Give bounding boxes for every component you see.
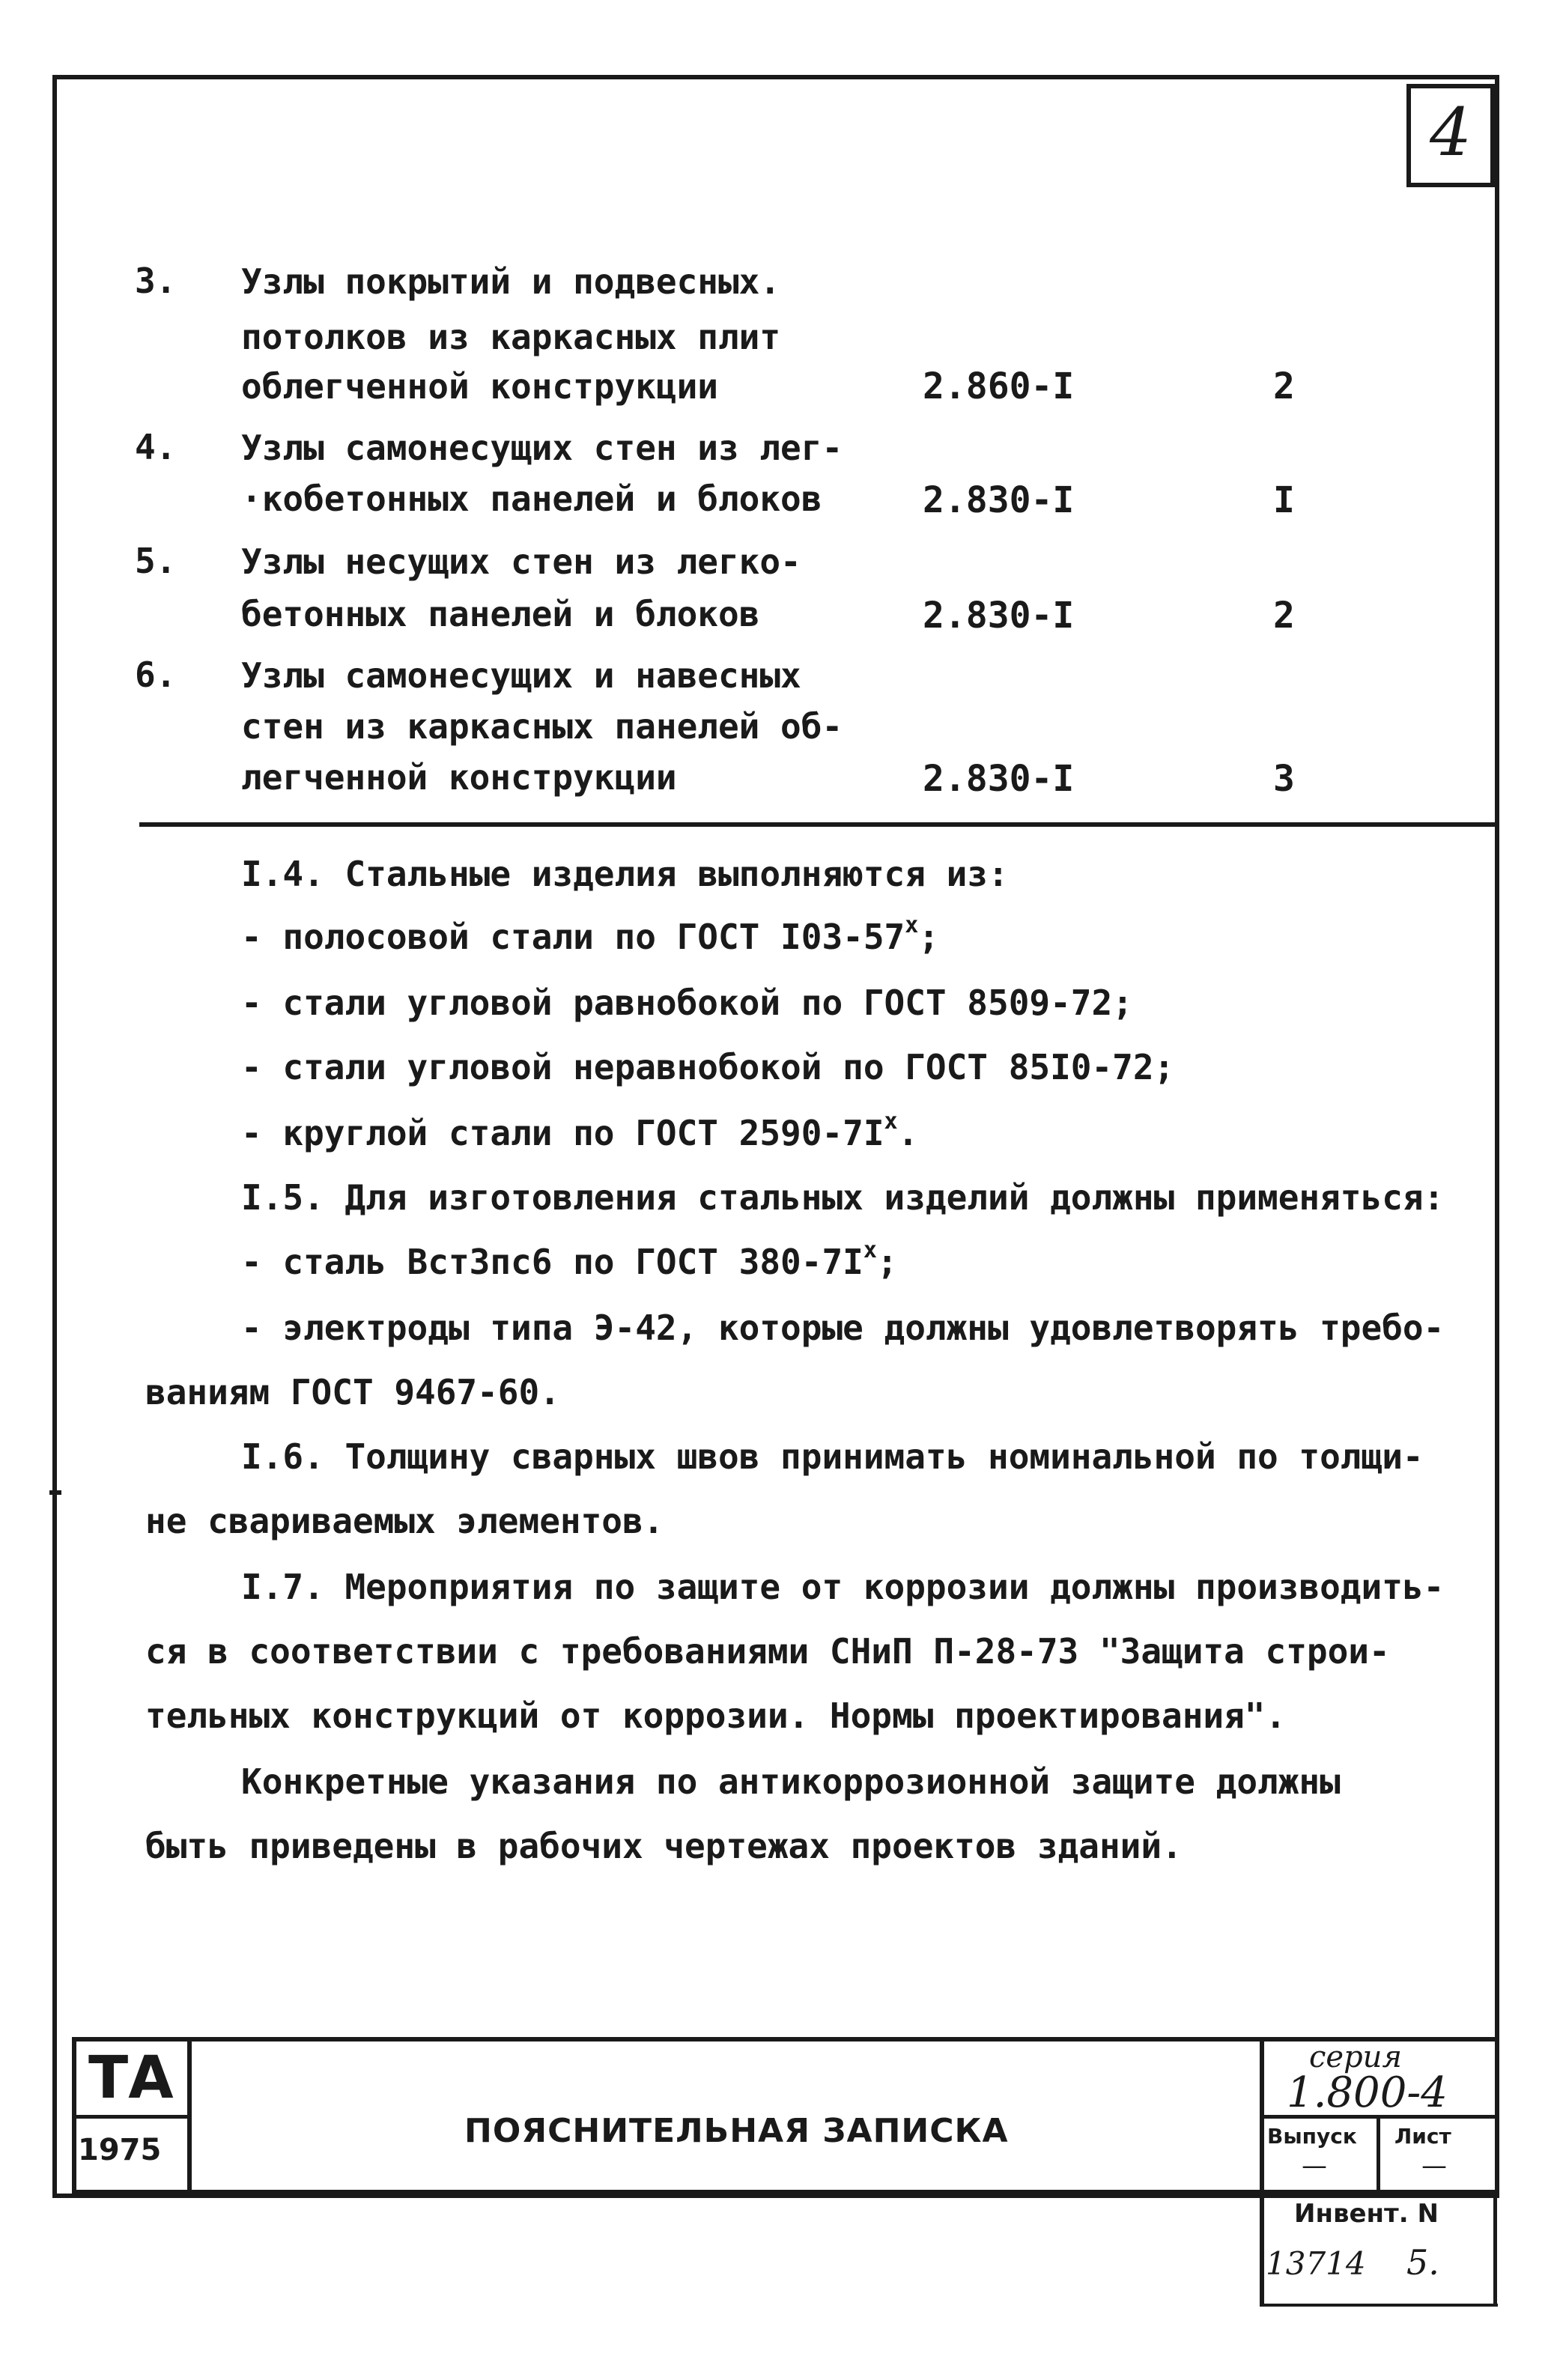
title-block-line: [72, 2115, 189, 2119]
paragraph-1-6: I.6. Толщину сварных швов принимать номинальной по толщи-: [241, 1436, 1424, 1477]
item-count: 3: [1273, 758, 1295, 800]
sheet-label: Лист: [1394, 2124, 1451, 2149]
superscript: x: [905, 912, 919, 938]
item-number: 3.: [135, 261, 177, 301]
paragraph-final: Конкретные указания по антикоррозионной защите должны: [241, 1761, 1341, 1802]
paragraph-1-7: I.7. Мероприятия по защите от коррозии должны производить-: [241, 1567, 1445, 1607]
item-line: Узлы самонесущих и навесных: [241, 655, 801, 696]
title-block-line: [72, 2037, 1499, 2041]
superscript: x: [863, 1237, 877, 1263]
item-number: 6.: [135, 655, 177, 695]
paragraph-1-7: ся в соответствии с требованиями СНиП П-28-73 "Защита строи-: [145, 1631, 1390, 1672]
item-line: ·кобетонных панелей и блоков: [241, 479, 822, 519]
page-number: 4: [1406, 84, 1495, 187]
item-line: бетонных панелей и блоков: [241, 594, 760, 634]
paragraph-1-6: не свариваемых элементов.: [145, 1501, 664, 1541]
issue-label: Выпуск: [1267, 2124, 1357, 2149]
text-run: ;: [918, 917, 939, 957]
text-run: - сталь ВстЗпс6 по ГОСТ 380-7I: [241, 1242, 864, 1282]
organization-logo: ТА: [88, 2044, 174, 2112]
margin-mark: [49, 1490, 61, 1495]
paragraph-1-5-item: [241, 1237, 898, 1284]
paragraph-1-5-item: ваниям ГОСТ 9467-60.: [145, 1372, 560, 1412]
item-line: Узлы самонесущих стен из лег-: [241, 428, 843, 468]
item-line: потолков из каркасных плит: [241, 317, 781, 357]
item-number: 5.: [135, 541, 177, 581]
paragraph-1-5: I.5. Для изготовления стальных изделий должны применяться:: [241, 1177, 1445, 1218]
inventory-value: 13714: [1266, 2245, 1366, 2282]
superscript: x: [884, 1108, 898, 1135]
item-count: 2: [1273, 595, 1295, 637]
document-title: ПОЯСНИТЕЛЬНАЯ ЗАПИСКА: [464, 2112, 1009, 2150]
paragraph-final: быть приведены в рабочих чертежах проектов зданий.: [145, 1826, 1183, 1866]
item-code: 2.830-I: [923, 758, 1075, 800]
paragraph-1-7: тельных конструкций от коррозии. Нормы проектирования".: [145, 1696, 1287, 1736]
item-line: легченной конструкции: [241, 757, 677, 798]
series-label: серия: [1309, 2040, 1402, 2074]
item-line: Узлы несущих стен из легко-: [241, 541, 801, 582]
paragraph-1-4-item: [241, 912, 939, 959]
title-block-line: [1260, 2304, 1498, 2307]
item-code: 2.860-I: [923, 365, 1075, 407]
item-line: стен из каркасных панелей об-: [241, 706, 843, 747]
text-run: - полосовой стали по ГОСТ I03-57: [241, 917, 905, 957]
series-value: 1.800-4: [1287, 2068, 1448, 2117]
title-block-line: [72, 2190, 1499, 2194]
item-code: 2.830-I: [923, 479, 1075, 521]
item-code: 2.830-I: [923, 595, 1075, 637]
paragraph-1-4-item: - стали угловой неравнобокой по ГОСТ 85I0-72;: [241, 1047, 1175, 1087]
item-count: I: [1273, 479, 1295, 521]
inventory-label: Инвент. N: [1294, 2199, 1439, 2229]
paragraph-1-4: I.4. Стальные изделия выполняются из:: [241, 854, 1009, 894]
item-line: облегченной конструкции: [241, 366, 718, 407]
item-line: Узлы покрытий и подвесных.: [241, 261, 781, 302]
text-run: ;: [876, 1242, 898, 1282]
item-count: 2: [1273, 365, 1295, 407]
title-block-line: [1377, 2115, 1380, 2194]
text-run: .: [897, 1113, 919, 1153]
sheet-value: —: [1421, 2151, 1447, 2181]
text-run: - круглой стали по ГОСТ 2590-7I: [241, 1113, 884, 1153]
item-number: 4.: [135, 427, 177, 467]
paragraph-1-4-item: [241, 1108, 919, 1155]
paragraph-1-5-item: - электроды типа Э-42, которые должны удовлетворять требо-: [241, 1308, 1445, 1348]
issue-value: —: [1302, 2151, 1327, 2181]
paragraph-1-4-item: - стали угловой равнобокой по ГОСТ 8509-72;: [241, 983, 1133, 1023]
section-divider: [139, 822, 1496, 827]
inventory-sheet: 5.: [1406, 2242, 1439, 2283]
title-block-line: [1260, 2037, 1264, 2307]
title-block-line: [1493, 2194, 1497, 2307]
year: 1975: [78, 2133, 162, 2167]
